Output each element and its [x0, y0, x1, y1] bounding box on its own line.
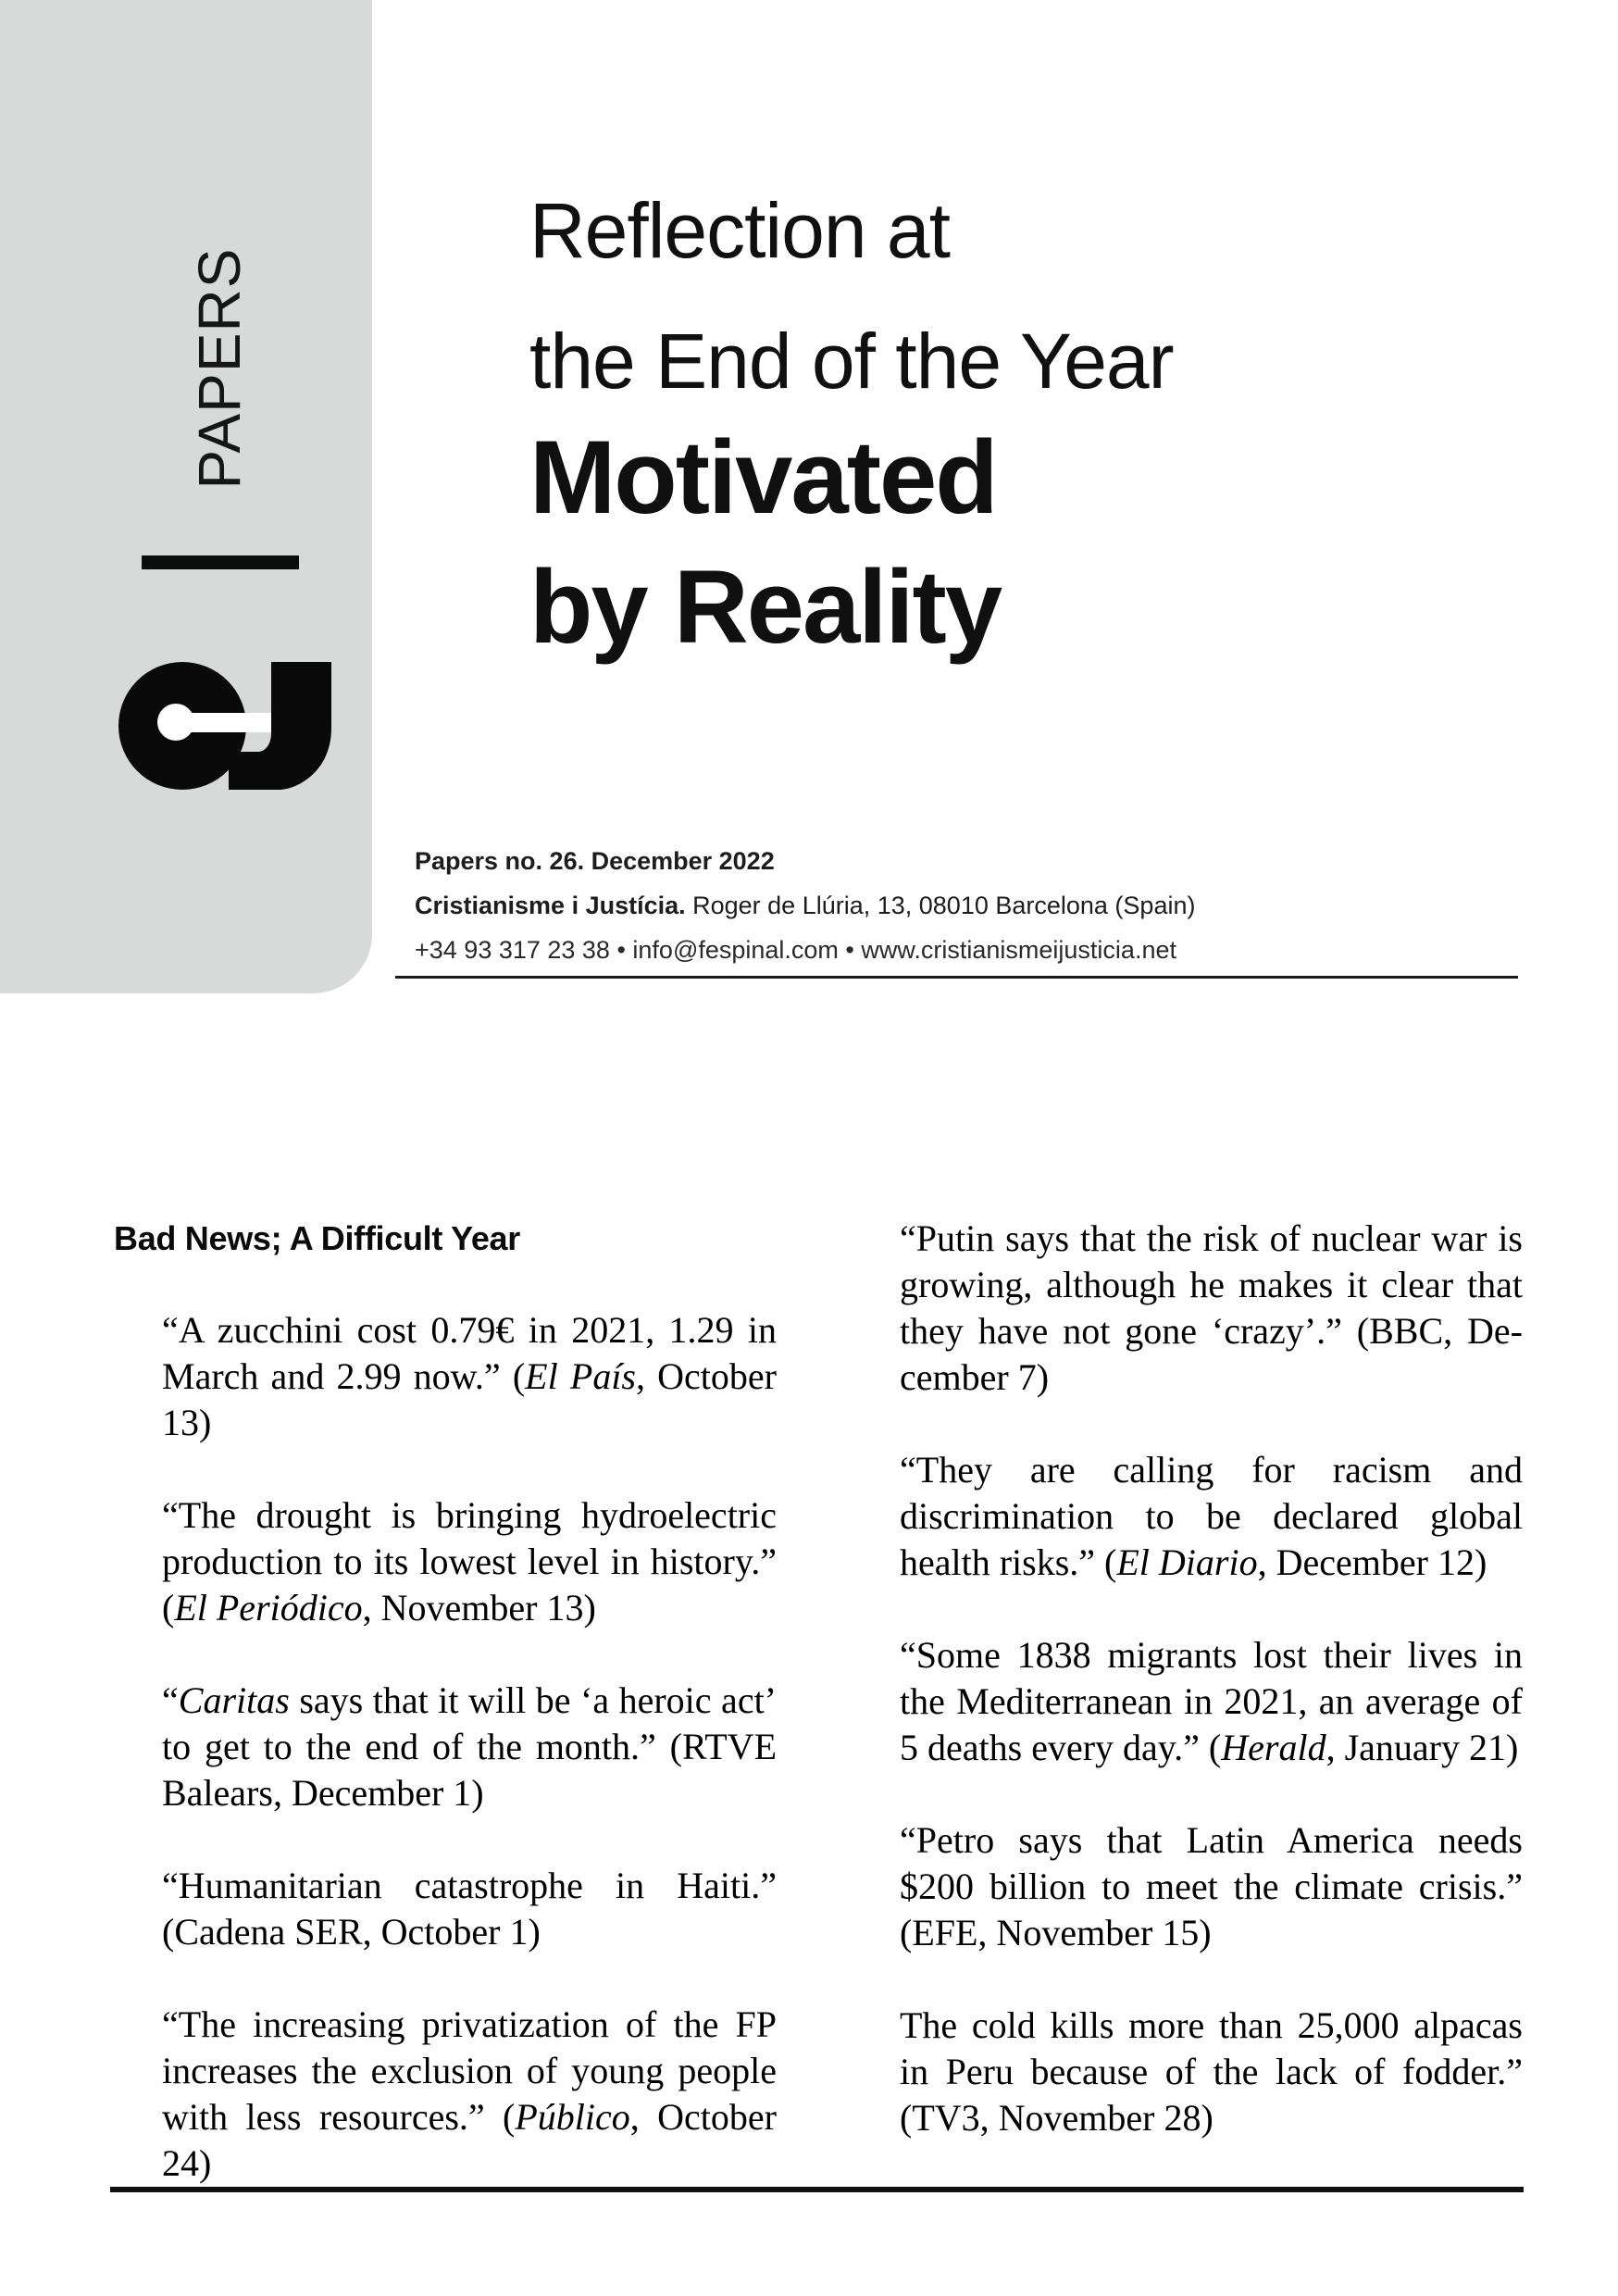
quote-text: “A zucchini cost 0.79€ in 2021, 1.29 in March and 2.99 now.” (: [162, 1309, 777, 1397]
section-heading: Bad News; A Difficult Year: [114, 1219, 520, 1257]
quote-text: “Humanitarian catastrophe in Haiti.” (Cadena SER, October 1): [162, 1865, 777, 1953]
sidebar-divider-bar: [142, 555, 299, 569]
title-line-3: Motivated: [529, 419, 997, 535]
publication-block: [415, 839, 1544, 972]
quote-paragraph: [900, 1817, 1523, 1956]
issue-line: Papers no. 26. December 2022: [415, 847, 775, 875]
quote-paragraph: [900, 1447, 1523, 1586]
quote-paragraph: [162, 1307, 777, 1446]
quote-paragraph: [162, 1863, 777, 1955]
org-name: Cristianisme i Justícia.: [415, 892, 686, 919]
quote-text: says that it will be ‘a heroic act’ to get to the end of the month.” (RTVE Balears, December 1): [162, 1679, 777, 1814]
title-line-4: by Reality: [529, 549, 1002, 665]
quote-paragraph: [162, 2002, 777, 2187]
quote-text: “The drought is bringing hydroelectric production to its lowest level in history.” (: [162, 1494, 777, 1628]
quote-text: , October 13): [162, 1355, 777, 1443]
publication-name: Caritas: [178, 1679, 290, 1721]
publication-name: El Diario: [1116, 1541, 1258, 1583]
contact-line: +34 93 317 23 38 • info@fespinal.com • www.cristianismeijusticia.net: [415, 936, 1176, 964]
series-label-vertical: PAPERS: [186, 247, 253, 490]
quote-text: “They are calling for racism and discrimination to be declared global health risks.” (: [900, 1449, 1523, 1583]
quote-text: , December 12): [1257, 1541, 1487, 1583]
org-line: [415, 883, 1544, 928]
quote-text: “: [162, 1679, 179, 1721]
quote-paragraph: [900, 2003, 1523, 2141]
quote-paragraph: [900, 1216, 1523, 1401]
footer-rule: [110, 2187, 1524, 2192]
quote-paragraph: [900, 1632, 1523, 1771]
quote-paragraph: [162, 1492, 777, 1631]
quote-text: “Putin says that the risk of nuclear war is growing, although he makes it clear that they have not gone ‘crazy’.” (BBC, December 7): [900, 1217, 1523, 1398]
cj-logo-icon: [113, 662, 331, 790]
quote-paragraph: [162, 1678, 777, 1816]
quote-text: “Some 1838 migrants lost their lives in the Mediterranean in 2021, an average of 5 deaths every day.” (: [900, 1634, 1523, 1768]
publication-name: Público: [515, 2096, 630, 2138]
title-line-1: Reflection at: [529, 187, 950, 274]
quote-text: , January 21): [1326, 1727, 1519, 1768]
publication-name: Herald: [1221, 1727, 1326, 1768]
quote-text: The cold kills more than 25,000 alpacas in Peru because of the lack of fodder.” (TV3, November 28): [900, 2004, 1523, 2139]
right-column: [900, 1216, 1523, 2188]
title-line-2: the End of the Year: [529, 318, 1174, 405]
quote-text: , November 13): [362, 1587, 596, 1628]
quote-text: , October 24): [162, 2096, 777, 2184]
left-column: [114, 1218, 777, 2233]
publication-name: El País: [525, 1355, 636, 1397]
publication-name: El Periódico: [174, 1587, 363, 1628]
quote-text: “Petro says that Latin America needs $200 billion to meet the climate crisis.” (EFE, November 15): [900, 1819, 1523, 1953]
quote-text: “The increasing privatization of the FP increases the exclusion of young people with less resources.” (: [162, 2003, 777, 2138]
masthead-rule: [395, 976, 1518, 979]
org-address: Roger de Llúria, 13, 08010 Barcelona (Spain): [685, 892, 1196, 919]
